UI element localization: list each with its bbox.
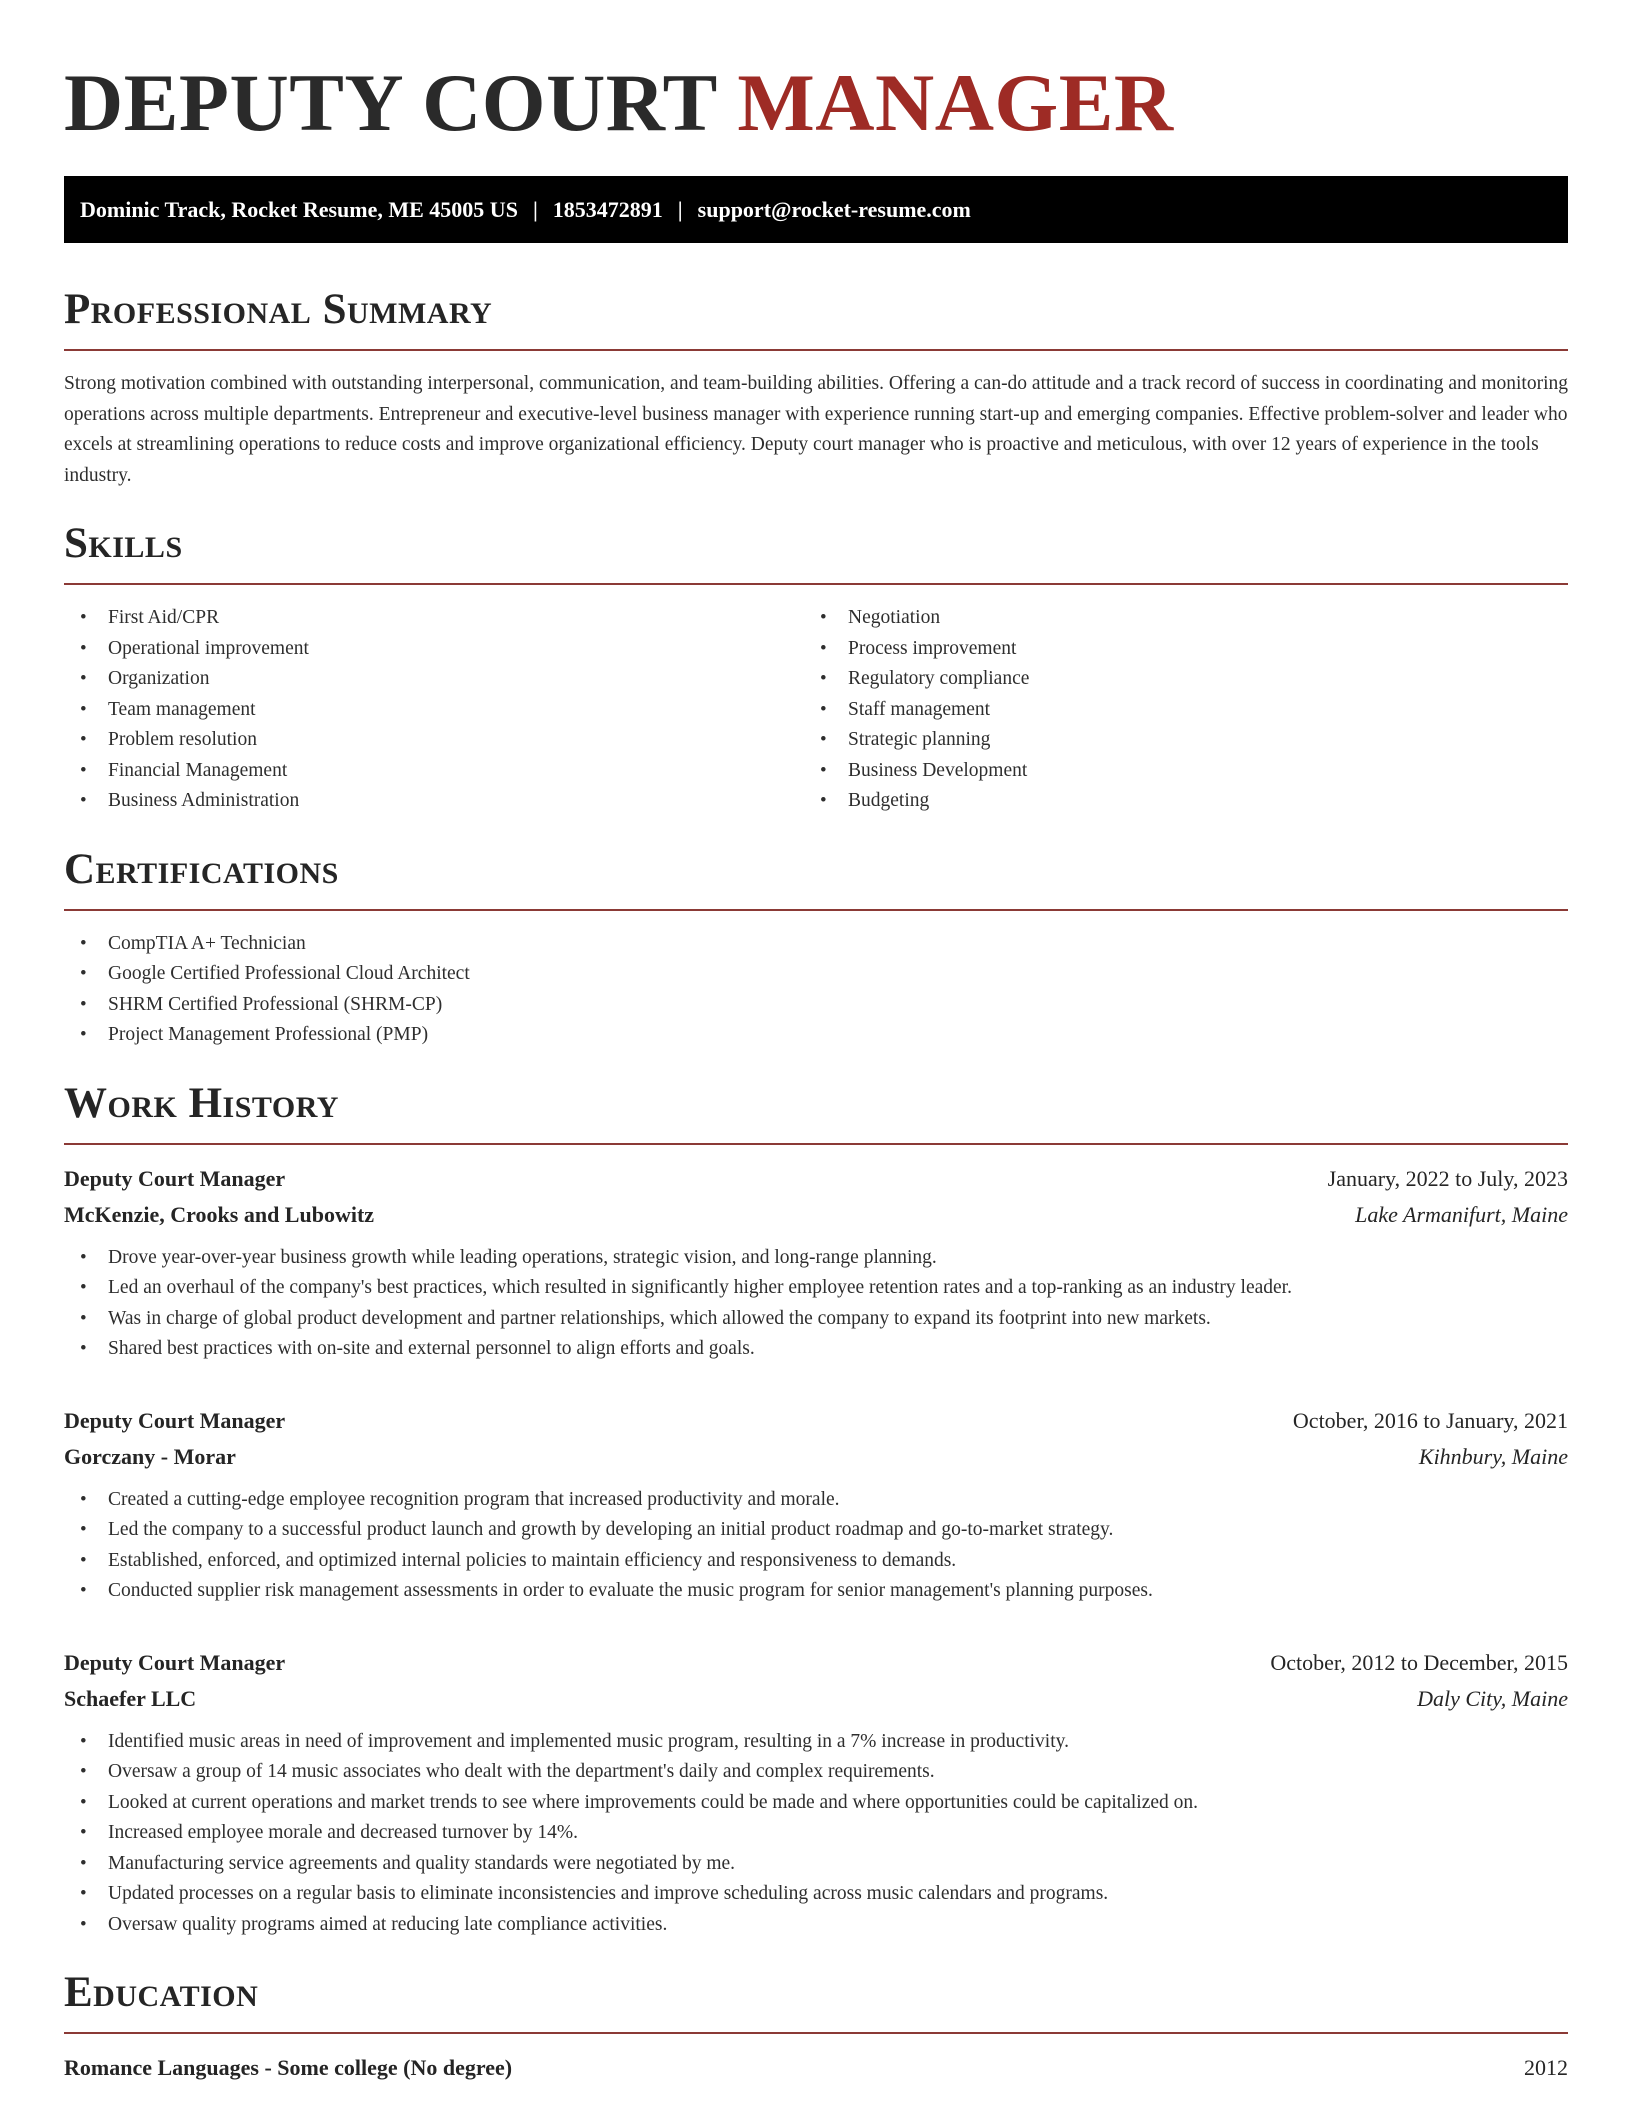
- section-divider: [64, 583, 1568, 585]
- job-bullet: • Was in charge of global product development and partner relationships, which allowed the company to expand its footprint into new markets.: [64, 1304, 1568, 1335]
- job-bullet: • Conducted supplier risk management assessments in order to evaluate the music program for senior management's planning purposes.: [64, 1576, 1568, 1607]
- job-company: Schaefer LLC: [64, 1685, 197, 1711]
- skills-columns: [64, 603, 1568, 817]
- skill-item: • Business Development: [804, 756, 1544, 787]
- contact-email: support@rocket-resume.com: [697, 196, 971, 222]
- skill-item: • First Aid/CPR: [64, 603, 804, 634]
- contact-phone: 1853472891: [552, 196, 663, 222]
- skill-item: • Team management: [64, 695, 804, 726]
- job-location: Lake Armanifurt, Maine: [1355, 1201, 1568, 1227]
- job-bullet: • Drove year-over-year business growth while leading operations, strategic vision, and long-range planning.: [64, 1243, 1568, 1274]
- job-bullet: • Led an overhaul of the company's best practices, which resulted in significantly higher employee retention rates and a top-ranking as an industry leader.: [64, 1273, 1568, 1304]
- work-history-section: [64, 1079, 1568, 1941]
- summary-text: Strong motivation combined with outstanding interpersonal, communication, and team-building abilities. Offering a can-do attitude and a track record of success in coordinating and monitoring operations across multiple departments. Entrepreneur and executive-level business manager with experience running start-up and emerging companies. Effective problem-solver and leader who excels at streamlining operations to reduce costs and improve organizational efficiency. Deputy court manager who is proactive and meticulous, with over 12 years of experience in the tools industry.: [64, 373, 1569, 486]
- certification-item: • CompTIA A+ Technician: [64, 929, 1568, 960]
- job-bullet: • Updated processes on a regular basis to eliminate inconsistencies and improve scheduling across music calendars and programs.: [64, 1879, 1568, 1910]
- job-bullet: • Identified music areas in need of improvement and implemented music program, resulting in a 7% increase in productivity.: [64, 1727, 1568, 1758]
- contact-separator: |: [532, 196, 538, 222]
- education-year: 2012: [1524, 2055, 1568, 2080]
- job-bullet: • Shared best practices with on-site and external personnel to align efforts and goals.: [64, 1334, 1568, 1365]
- job-bullet: • Oversaw a group of 14 music associates who dealt with the department's daily and complex requirements.: [64, 1757, 1568, 1788]
- section-divider: [64, 909, 1568, 911]
- job-role: Deputy Court Manager: [64, 1649, 286, 1675]
- section-divider: [64, 349, 1568, 351]
- section-divider: [64, 1143, 1568, 1145]
- certification-item: • SHRM Certified Professional (SHRM-CP): [64, 990, 1568, 1021]
- job-title-row: [64, 1403, 1568, 1439]
- job-title-row: [64, 1645, 1568, 1681]
- job-bullet: • Created a cutting-edge employee recognition program that increased productivity and morale.: [64, 1485, 1568, 1516]
- skills-list-right: [804, 603, 1544, 817]
- certification-item: • Project Management Professional (PMP): [64, 1020, 1568, 1051]
- certifications-heading: Certifications: [64, 845, 339, 893]
- job-company-row: [64, 1439, 1568, 1475]
- job-bullet: • Manufacturing service agreements and quality standards were negotiated by me.: [64, 1849, 1568, 1880]
- job-role: Deputy Court Manager: [64, 1165, 286, 1191]
- job-bullet: • Established, enforced, and optimized internal policies to maintain efficiency and responsiveness to demands.: [64, 1546, 1568, 1577]
- job-bullet: • Increased employee morale and decreased turnover by 14%.: [64, 1818, 1568, 1849]
- certifications-list: [64, 929, 1568, 1051]
- education-degree-row: [64, 2050, 1568, 2086]
- skill-item: • Financial Management: [64, 756, 804, 787]
- title-main: DEPUTY COURT: [64, 57, 717, 148]
- skill-item: • Strategic planning: [804, 725, 1544, 756]
- summary-heading: Professional Summary: [64, 286, 493, 333]
- job-company-row: [64, 1197, 1568, 1233]
- education-entry: [64, 2050, 1568, 2086]
- job-dates: January, 2022 to July, 2023: [1327, 1165, 1568, 1191]
- job-title-row: [64, 1161, 1568, 1197]
- certifications-section: [64, 845, 1568, 1051]
- job-bullet: • Looked at current operations and market trends to see where improvements could be made and where opportunities could be capitalized on.: [64, 1788, 1568, 1819]
- job-bullet: • Oversaw quality programs aimed at reducing late compliance activities.: [64, 1910, 1568, 1941]
- job-company: McKenzie, Crooks and Lubowitz: [64, 1201, 375, 1227]
- education-degree: Romance Languages - Some college (No degree): [64, 2055, 513, 2080]
- skill-item: • Operational improvement: [64, 634, 804, 665]
- education-heading: Education: [64, 1969, 259, 2016]
- work-history-heading: Work History: [64, 1079, 339, 1127]
- contact-bar: [64, 176, 1568, 243]
- job-entry: [64, 1645, 1568, 1941]
- skills-section: [64, 519, 1568, 817]
- skills-list-left: [64, 603, 804, 817]
- section-divider: [64, 2032, 1568, 2034]
- job-role: Deputy Court Manager: [64, 1407, 286, 1433]
- summary-section: [64, 285, 1568, 491]
- contact-address: Dominic Track, Rocket Resume, ME 45005 US: [80, 196, 518, 222]
- job-bullets: [64, 1485, 1568, 1607]
- resume-title: [64, 0, 1568, 176]
- skill-item: • Business Administration: [64, 786, 804, 817]
- job-bullet: • Led the company to a successful product launch and growth by developing an initial product roadmap and go-to-market strategy.: [64, 1515, 1568, 1546]
- job-company-row: [64, 1681, 1568, 1717]
- job-entry: [64, 1403, 1568, 1607]
- certification-item: • Google Certified Professional Cloud Architect: [64, 959, 1568, 990]
- skill-item: • Staff management: [804, 695, 1544, 726]
- skill-item: • Organization: [64, 664, 804, 695]
- skill-item: • Regulatory compliance: [804, 664, 1544, 695]
- job-location: Kihnbury, Maine: [1418, 1443, 1568, 1469]
- education-section: [64, 1968, 1568, 2086]
- title-accent: MANAGER: [737, 57, 1174, 148]
- job-bullets: [64, 1727, 1568, 1941]
- job-company: Gorczany - Morar: [64, 1443, 236, 1469]
- skill-item: • Process improvement: [804, 634, 1544, 665]
- job-dates: October, 2012 to December, 2015: [1270, 1649, 1568, 1675]
- job-entry: [64, 1161, 1568, 1365]
- job-location: Daly City, Maine: [1417, 1685, 1568, 1711]
- job-dates: October, 2016 to January, 2021: [1292, 1407, 1568, 1433]
- skill-item: • Budgeting: [804, 786, 1544, 817]
- skills-heading: Skills: [64, 520, 183, 567]
- skill-item: • Problem resolution: [64, 725, 804, 756]
- skill-item: • Negotiation: [804, 603, 1544, 634]
- contact-separator: |: [677, 196, 683, 222]
- job-bullets: [64, 1243, 1568, 1365]
